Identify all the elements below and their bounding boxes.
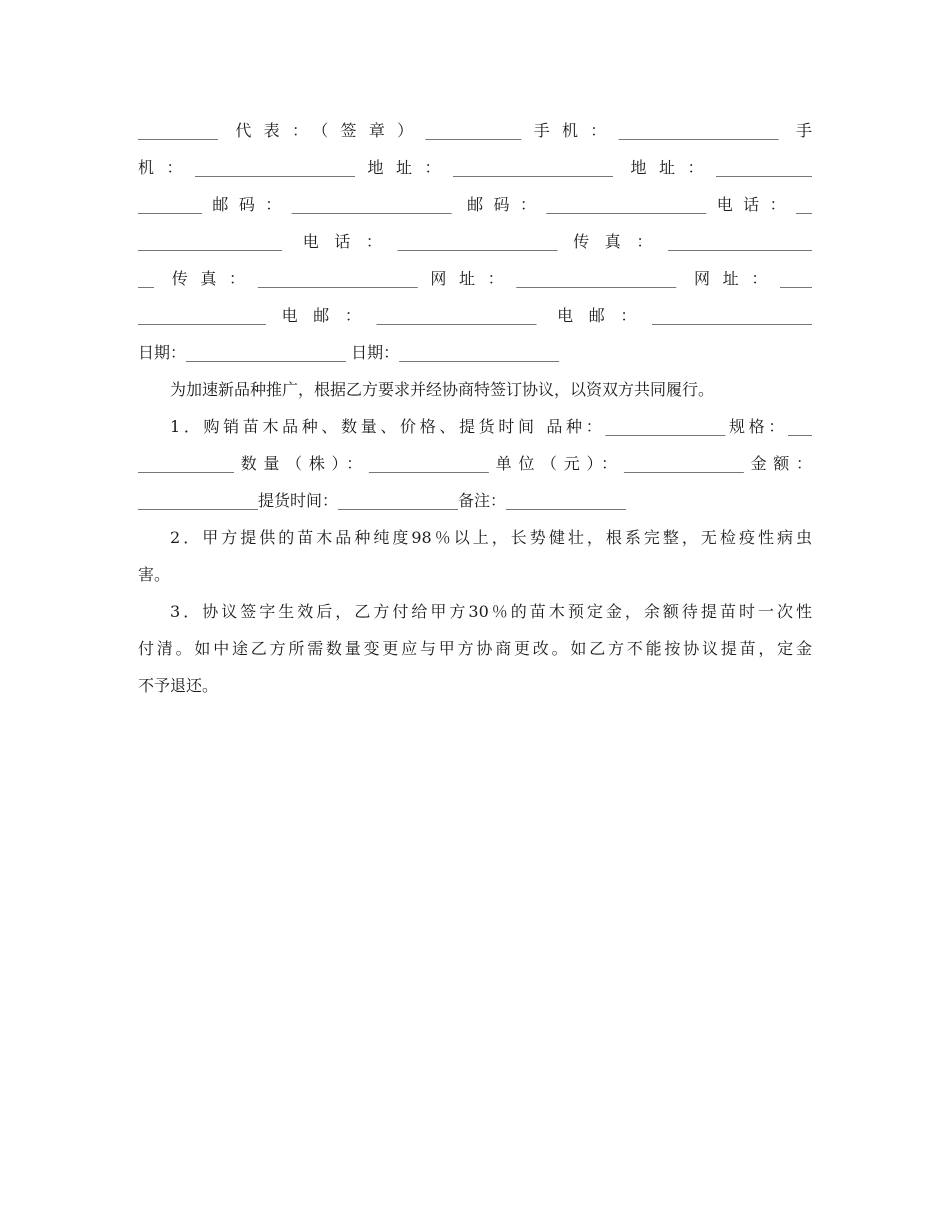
clause-1-line: _______________提货时间：_______________备注：_______________ [138, 491, 627, 510]
contact-line: __________________ 电话：____________________传真：__________________ [138, 232, 812, 251]
clause-2-line: 害。 [138, 565, 171, 584]
clause-3-line: 3．协议签字生效后，乙方付给甲方30％的苗木预定金，余额待提苗时一次性 [170, 602, 812, 621]
contact-line: 机：____________________地址：____________________ 地址：____________ [138, 158, 812, 177]
contact-line: ________________电邮：____________________ 电邮：____________________ [138, 306, 812, 325]
contact-line: __ 传真：____________________网址：____________________ 网址：____ [138, 269, 812, 288]
clause-2-line: 2．甲方提供的苗木品种纯度98％以上，长势健壮，根系完整，无检疫性病虫 [170, 528, 812, 547]
clause-1-line: 1．购销苗木品种、数量、价格、提货时间 品种：_______________规格：___ [170, 417, 812, 436]
date-line: 日期：____________________ 日期：____________________ [138, 343, 560, 362]
clause-3-line: 付清。如中途乙方所需数量变更应与甲方协商更改。如乙方不能按协议提苗，定金 [138, 639, 812, 658]
contact-line: __________ 代表：（签章）____________手机：____________________ 手 [138, 121, 812, 140]
clause-3-line: 不予退还。 [138, 676, 219, 695]
contact-line: ________邮码：____________________ 邮码：____________________电话：__ [138, 195, 812, 214]
clause-1-line: ____________数量（株）：_______________单位（元）：_______________金额： [138, 454, 812, 473]
intro-paragraph: 为加速新品种推广，根据乙方要求并经协商特签订协议，以资双方共同履行。 [170, 380, 715, 399]
document-page [138, 112, 812, 704]
